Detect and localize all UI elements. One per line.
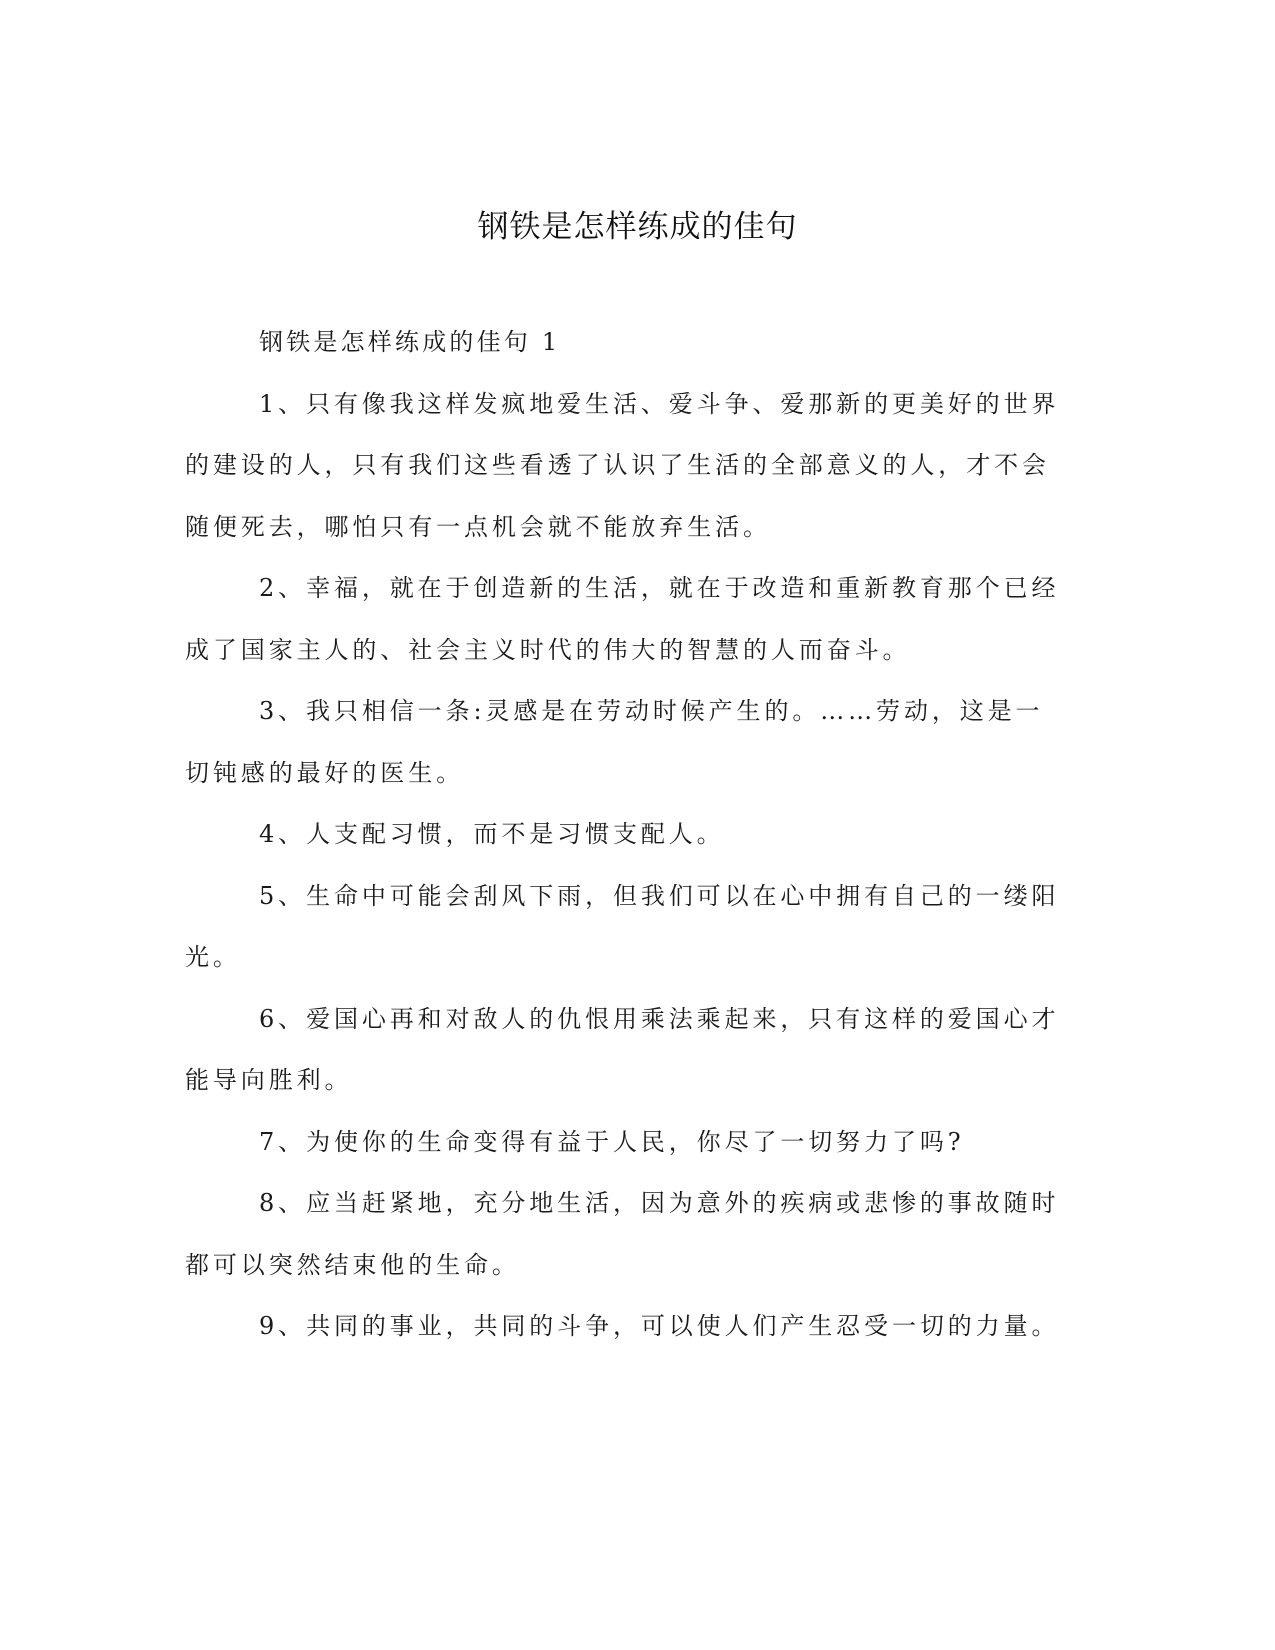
section-heading: 钢铁是怎样练成的佳句 1 xyxy=(259,328,561,356)
document-body xyxy=(185,312,1070,1358)
quote-paragraph-1: 1、只有像我这样发疯地爱生活、爱斗争、爱那新的更美好的世界的建设的人，只有我们这些看透了认识了生活的全部意义的人，才不会随便死去，哪怕只有一点机会就不能放弃生活。 xyxy=(185,389,1060,541)
quote-paragraph-7: 7、为使你的生命变得有益于人民，你尽了一切努力了吗? xyxy=(259,1127,965,1156)
quote-paragraph-3: 3、我只相信一条:灵感是在劳动时候产生的。……劳动，这是一切钝感的最好的医生。 xyxy=(185,697,1044,787)
quote-paragraph-8: 8、应当赶紧地，充分地生活，因为意外的疾病或悲惨的事故随时都可以突然结束他的生命。 xyxy=(185,1189,1060,1279)
quote-paragraph-2: 2、幸福，就在于创造新的生活，就在于改造和重新教育那个已经成了国家主人的、社会主义时代的伟大的智慧的人而奋斗。 xyxy=(185,574,1060,664)
quote-paragraph-6: 6、爱国心再和对敌人的仇恨用乘法乘起来，只有这样的爱国心才能导向胜利。 xyxy=(185,1004,1060,1094)
quote-paragraph-9: 9、共同的事业，共同的斗争，可以使人们产生忍受一切的力量。 xyxy=(259,1312,1060,1340)
document-title: 钢铁是怎样练成的佳句 xyxy=(477,209,798,245)
quote-paragraph-5: 5、生命中可能会刮风下雨，但我们可以在心中拥有自己的一缕阳光。 xyxy=(185,881,1060,971)
quote-paragraph-4: 4、人支配习惯，而不是习惯支配人。 xyxy=(259,820,725,848)
